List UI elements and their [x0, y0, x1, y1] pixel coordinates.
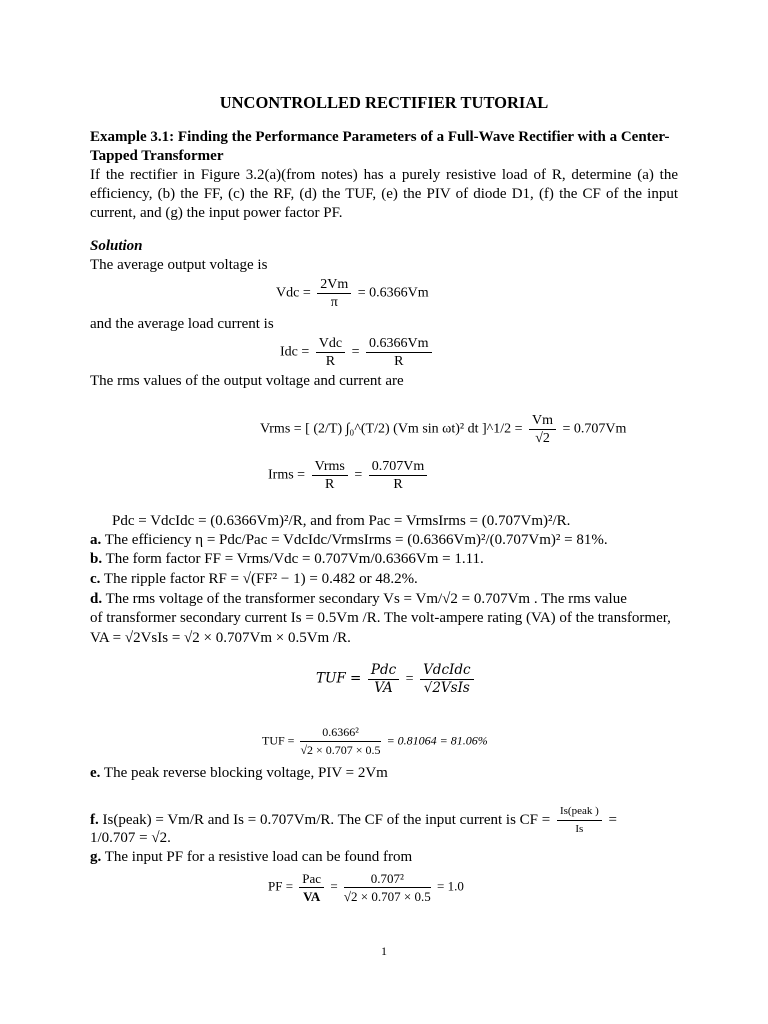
- eq-vdc-num: 2Vm: [317, 276, 351, 294]
- eq-irms-num1: Vrms: [312, 458, 348, 476]
- item-e-text: The peak reverse blocking voltage, PIV = 2Vm: [103, 765, 388, 781]
- eq-idc-den1: R: [325, 354, 336, 369]
- eq-vrms-body: [ (2/T) ∫₀^(T/2) (Vm sin ωt)² dt ]^1/2: [305, 421, 512, 437]
- item-a-label: a.: [90, 532, 102, 548]
- item-e-label: e.: [90, 765, 101, 781]
- item-d-line2: of transformer secondary current Is = 0.5Vm /R. The volt-ampere rating (VA) of the transformer,: [90, 610, 671, 626]
- page-title: UNCONTROLLED RECTIFIER TUTORIAL: [219, 93, 549, 112]
- eq-pf-den2: √2 × 0.707 × 0.5: [343, 889, 431, 904]
- eq-vrms-den: √2: [535, 431, 550, 446]
- equation-vdc: [276, 276, 429, 311]
- eq-tuf-lhs: TUF =: [316, 670, 362, 687]
- equation-tuf: TUF = $\frac{\text{Pdc}}{VA}$ = $\frac{\text{VdcIdc}}{\text{√2VsIs}}$: [316, 662, 477, 697]
- equation-pf: PF = $\frac{\text{Pac}}{VA}$ = $\frac{\text{0.707²}}{√2 \times 0.707 \times 0.5}$ = 1.0: [268, 871, 464, 904]
- eq-vdc-den: π: [330, 295, 338, 310]
- equation-idc: Idc = $\frac{\text{Vdc}}{R}$ = $\frac{0.6366Vm}{R}$: [280, 335, 435, 370]
- eq-tuf-num2: VdcIdc: [420, 662, 474, 680]
- item-c: [90, 570, 678, 589]
- item-b-text: The form factor FF = Vrms/Vdc = 0.707Vm/0.6366Vm = 1.11.: [105, 551, 484, 567]
- eq-tuf-den1: VA: [374, 680, 393, 696]
- eq-idc-num2: 0.6366Vm: [366, 335, 432, 353]
- eq-tuf-num-lhs: TUF =: [262, 733, 295, 748]
- item-d-line3: VA = √2VsIs = √2 × 0.707Vm × 0.5Vm /R.: [90, 630, 351, 646]
- pdc-pac-line: Pdc = VdcIdc = (0.6366Vm)²/R, and from Pac = VrmsIrms = (0.707Vm)²/R.: [112, 513, 571, 529]
- item-f-line1-text: Is(peak) = Vm/R and Is = 0.707Vm/R. The CF of the input current is CF =: [102, 811, 551, 828]
- eq-pf-lhs: PF =: [268, 878, 294, 894]
- item-d-line1-text: The rms voltage of the transformer secondary Vs = Vm/√2 = 0.707Vm . The rms value: [105, 591, 627, 607]
- solution-heading: Solution: [90, 238, 143, 254]
- eq-irms-num2: 0.707Vm: [369, 458, 428, 476]
- eq-vdc-lhs: Vdc =: [276, 285, 311, 301]
- eq-irms-den1: R: [325, 477, 335, 492]
- page-number: 1: [381, 944, 387, 958]
- eq-pf-den1: VA: [303, 889, 321, 904]
- item-f-frac-num: Is(peak ): [557, 803, 602, 821]
- item-a: [90, 531, 678, 550]
- eq-vrms-rhs: = 0.707Vm: [562, 421, 627, 437]
- eq-tuf-den2: √2VsIs: [423, 680, 470, 696]
- eq-pf-num2: 0.707²: [344, 870, 431, 888]
- item-f-line1-end: =: [608, 811, 617, 828]
- eq-tuf-num1: Pdc: [368, 662, 399, 680]
- item-c-label: c.: [90, 571, 101, 587]
- equation-irms: Irms = $\frac{\text{Vrms}}{R}$ = $\frac{0.707Vm}{R}$: [268, 458, 430, 493]
- eq-irms-lhs: Irms =: [268, 467, 306, 483]
- item-g-text: The input PF for a resistive load can be found from: [104, 849, 413, 865]
- item-a-text: The efficiency η = Pdc/Pac = VdcIdc/VrmsIrms = (0.6366Vm)²/(0.707Vm)² = 81%.: [104, 532, 608, 548]
- eq-vrms-lhs: Vrms =: [260, 421, 302, 437]
- item-d-label: d.: [90, 591, 103, 607]
- eq-tuf-num-num: 0.6366²: [300, 724, 380, 742]
- eq-idc-num1: Vdc: [316, 335, 345, 353]
- avg-current-intro: and the average load current is: [90, 316, 274, 332]
- eq-vdc-rhs: = 0.6366Vm: [357, 285, 429, 301]
- problem-text: If the rectifier in Figure 3.2(a)(from notes) has a purely resistive load of R, determine (a) the efficiency, (b) the FF, (c) the RF, (d) the TUF, (e) the PIV of diode D1, (f) the CF of the input current, and (g) the input power factor PF.: [90, 167, 678, 221]
- equation-tuf-numeric: [262, 724, 488, 759]
- eq-pf-rhs: = 1.0: [436, 878, 464, 894]
- item-e: [90, 764, 678, 783]
- item-f-line2: 1/0.707 = √2.: [90, 830, 171, 846]
- example-heading: Example 3.1: Finding the Performance Parameters of a Full-Wave Rectifier with a Center-Tapped Transformer: [90, 129, 670, 164]
- eq-tuf-num-rhs: = 0.81064 = 81.06%: [386, 733, 488, 748]
- rms-intro: The rms values of the output voltage and current are: [90, 373, 404, 389]
- item-g: [90, 848, 678, 867]
- item-d-line1: [90, 590, 678, 609]
- item-f-label: f.: [90, 811, 99, 828]
- equation-vrms: Vrms = [ (2/T) ∫₀^(T/2) (Vm sin ωt)² dt ]^1/2 = $\frac{Vm}{√2}$ = 0.707Vm: [260, 413, 627, 446]
- eq-vrms-num: Vm: [529, 412, 556, 430]
- eq-pf-num1: Pac: [299, 870, 324, 888]
- item-c-text: The ripple factor RF = √(FF² − 1) = 0.482 or 48.2%.: [103, 571, 418, 587]
- eq-idc-den2: R: [394, 354, 404, 369]
- eq-irms-den2: R: [393, 477, 403, 492]
- eq-idc-lhs: Idc =: [280, 344, 310, 360]
- item-b-label: b.: [90, 551, 103, 567]
- item-g-label: g.: [90, 849, 102, 865]
- eq-tuf-num-den: √2 × 0.707 × 0.5: [300, 743, 381, 757]
- avg-voltage-intro: The average output voltage is: [90, 257, 268, 273]
- item-b: [90, 550, 678, 569]
- item-f-frac-den: Is: [575, 823, 584, 835]
